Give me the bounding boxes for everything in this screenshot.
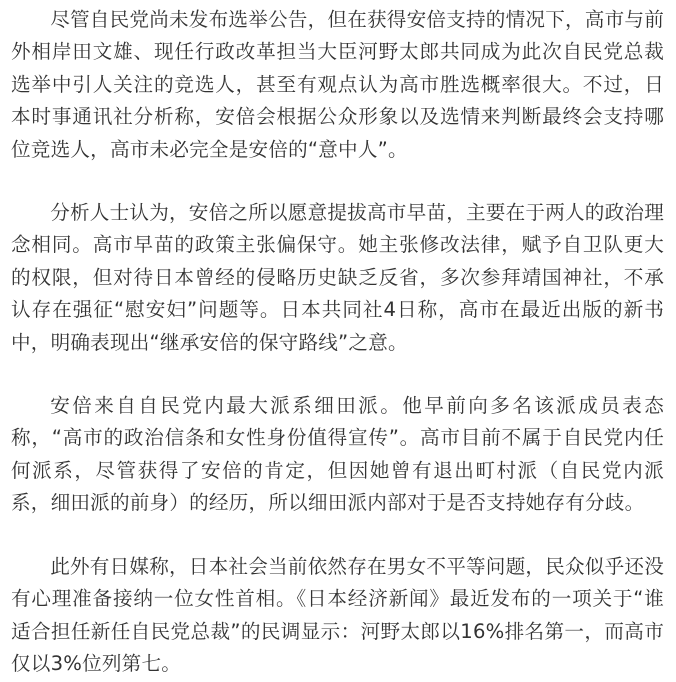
paragraph-4: 此外有日媒称，日本社会当前依然存在男女不平等问题，民众似乎还没有心理准备接纳一位女性首相。《日本经济新闻》最近发布的一项关于“谁适合担任新任自民党总裁”的民调显示：河野太郎以16%排名第一，而高市仅以3%位列第七。 bbox=[11, 554, 664, 675]
paragraph-3: 安倍来自自民党内最大派系细田派。他早前向多名该派成员表态称，“高市的政治信条和女性身份值得宣传”。高市目前不属于自民党内任何派系，尽管获得了安倍的肯定，但因她曾有退出町村派（自民党内派系，细田派的前身）的经历，所以细田派内部对于是否支持她存有分歧。 bbox=[11, 394, 664, 515]
paragraph-1: 尽管自民党尚未发布选举公告，但在获得安倍支持的情况下，高市与前外相岸田文雄、现任行政改革担当大臣河野太郎共同成为此次自民党总裁选举中引人关注的竞选人，甚至有观点认为高市胜选概率很大。不过，日本时事通讯社分析称，安倍会根据公众形象以及选情来判断最终会支持哪位竞选人，高市未必完全是安倍的“意中人”。 bbox=[11, 8, 664, 161]
paragraph-2: 分析人士认为，安倍之所以愿意提拔高市早苗，主要在于两人的政治理念相同。高市早苗的政策主张偏保守。她主张修改法律，赋予自卫队更大的权限，但对待日本曾经的侵略历史缺乏反省，多次参拜靖国神社，不承认存在强征“慰安妇”问题等。日本共同社4日称，高市在最近出版的新书中，明确表现出“继承安倍的保守路线”之意。 bbox=[11, 201, 664, 354]
